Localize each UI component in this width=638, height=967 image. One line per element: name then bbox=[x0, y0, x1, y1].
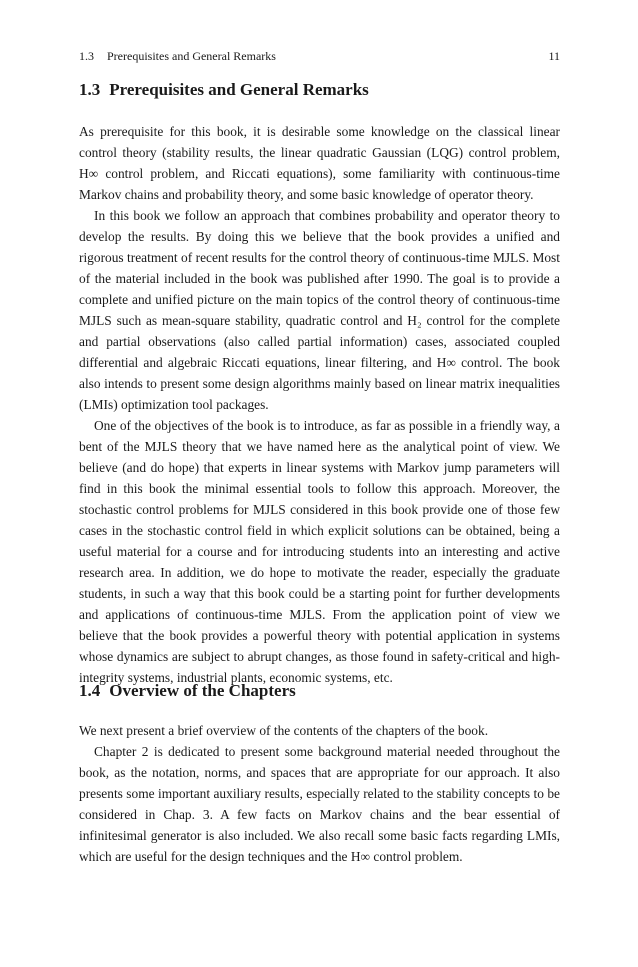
section-number: 1.4 bbox=[79, 681, 101, 700]
running-header-section-title: Prerequisites and General Remarks bbox=[107, 49, 276, 63]
paragraph: We next present a brief overview of the contents of the chapters of the book. bbox=[79, 723, 489, 738]
paragraph: One of the objectives of the book is to introduce, as far as possible in a friendly way, a bent of the MJLS theory that we have named here as the analytical point of view. We believe (and do hope) that experts in linear systems with Markov jump parameters will find in this book the minimal essential tools to follow this approach. Moreover, the stochastic control problems for MJLS considered in this book provide one of those few cases in the stochastic control field in which explicit solutions can be obtained, being a useful material for a course and for introducing students into an interesting and active research area. In addition, we do hope to motivate the reader, especially the graduate students, in such a way that this book could be a starting point for further developments and applications of continuous-time MJLS. From the application point of view we believe that the book provides a powerful theory with potential application in systems whose dynamics are subject to abrupt changes, as those found in safety-critical and high-integrity systems, industrial plants, economic systems, etc. bbox=[79, 418, 560, 685]
running-header-section bbox=[79, 49, 276, 63]
section-title: Overview of the Chapters bbox=[109, 681, 296, 700]
section-body-1-3 bbox=[79, 121, 560, 688]
paragraph: In this book we follow an approach that combines probability and operator theory to develop the results. By doing this we believe that the book provides a unified and rigorous treatment of recent results for the control theory of continuous-time MJLS. Most of the material included in the book was published after 1990. The goal is to provide a complete and unified picture on the main topics of the control theory of continuous-time MJLS such as mean-square stability, quadratic control and H₂ control for the complete and partial observations (also called partial information) cases, associated coupled differential and algebraic Riccati equations, linear filtering, and H∞ control. The book also intends to present some design algorithms mainly based on linear matrix inequalities (LMIs) optimization tool packages. bbox=[79, 208, 560, 412]
section-number: 1.3 bbox=[79, 80, 101, 99]
section-heading-1-3 bbox=[79, 80, 560, 100]
running-header bbox=[79, 49, 560, 63]
paragraph: As prerequisite for this book, it is desirable some knowledge on the classical linear control theory (stability results, the linear quadratic Gaussian (LQG) control problem, H∞ control problem, and Riccati equations), some familiarity with continuous-time Markov chains and probability theory, and some basic knowledge of operator theory. bbox=[79, 124, 560, 202]
section-title: Prerequisites and General Remarks bbox=[109, 80, 369, 99]
section-heading-1-4 bbox=[79, 681, 560, 701]
paragraph: Chapter 2 is dedicated to present some background material needed throughout the book, as the notation, norms, and spaces that are appropriate for our approach. It also presents some important auxiliary results, especially related to the stability concepts to be considered in Chap. 3. A few facts on Markov chains and the bear essential of infinitesimal generator is also included. We also recall some basic facts regarding LMIs, which are useful for the design techniques and the H∞ control problem. bbox=[79, 744, 560, 864]
running-header-section-number: 1.3 bbox=[79, 49, 94, 63]
section-body-1-4 bbox=[79, 720, 560, 867]
page-number: 11 bbox=[548, 49, 560, 63]
